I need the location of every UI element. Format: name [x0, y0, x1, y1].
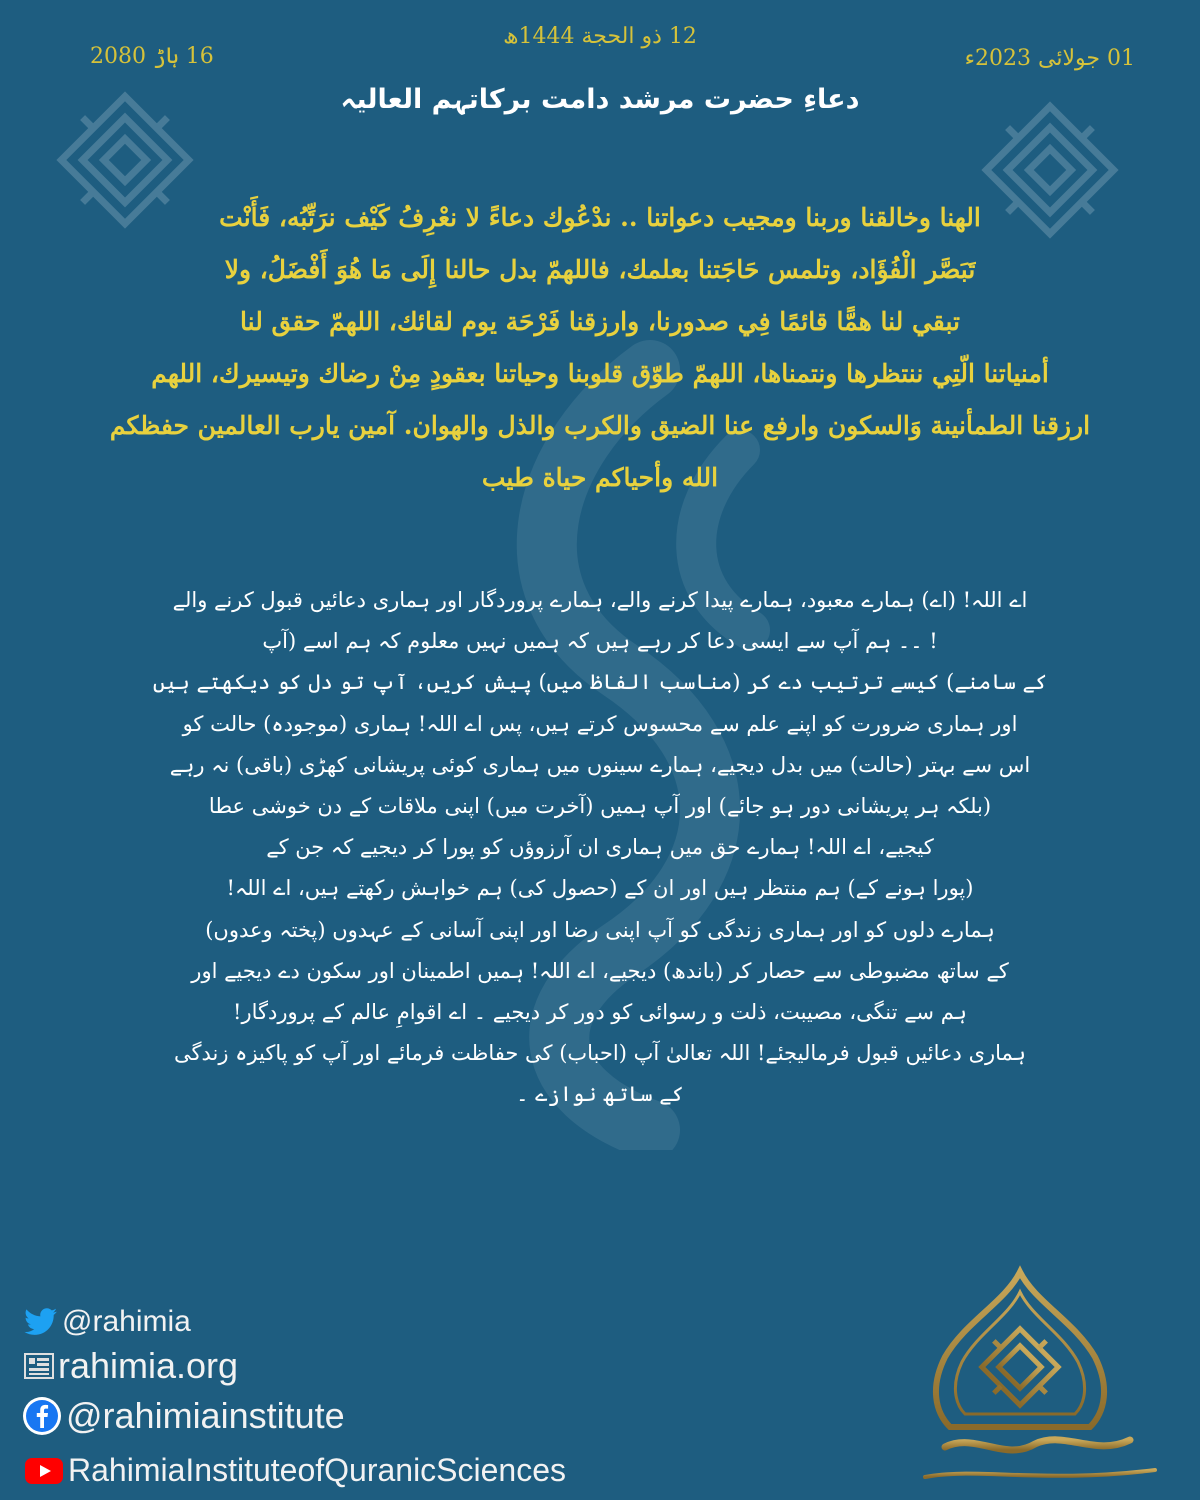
urdu-line: اس سے بہتر (حالت) میں بدل دیجیے، ہمارے سینوں میں ہماری کوئی پریشانی کھڑی (باقی) نہ رہے	[169, 752, 1031, 777]
facebook-link[interactable]	[22, 1395, 345, 1437]
urdu-line: ہم سے تنگی، مصیبت، ذلت و رسوائی کو دور کر دیجیے ۔ اے اقوامِ عالم کے پروردگار!	[233, 999, 967, 1024]
youtube-channel: RahimiaInstituteofQuranicSciences	[68, 1452, 567, 1488]
arabic-line: تبقي لنا همًّا قائمًا فِي صدورنا، وارزقنا فَرْحَة يوم لقائك، اللهمّ حقق لنا	[240, 307, 960, 336]
youtube-link[interactable]	[24, 1452, 566, 1489]
urdu-line: ! ۔۔ ہم آپ سے ایسی دعا کر رہے ہیں کہ ہمیں نہیں معلوم کہ ہم اسے (آپ	[262, 629, 938, 654]
website-url: rahimia.org	[58, 1345, 239, 1386]
date-hijri: 12 ذو الحجة 1444ھ	[503, 24, 697, 49]
date-bikrami: 16 ہاڑ 2080	[90, 44, 214, 69]
twitter-icon	[24, 1308, 58, 1336]
urdu-line: کے ساتھ نوازے ۔	[516, 1082, 684, 1107]
urdu-line: اور ہماری ضرورت کو اپنے علم سے محسوس کرتے ہیں، پس اے اللہ! ہماری (موجودہ) حالت کو	[182, 711, 1018, 736]
urdu-line: ہمارے دلوں کو اور ہماری زندگی کو آپ اپنی رضا اور اپنی آسانی کے عہدوں (پختہ وعدوں)	[205, 917, 995, 942]
facebook-icon	[22, 1396, 62, 1436]
facebook-handle: @rahimiainstitute	[66, 1395, 345, 1436]
urdu-line: (پورا ہونے کے) ہم منتظر ہیں اور ان کے (حصول کی) ہم خواہش رکھتے ہیں، اے اللہ!	[226, 876, 974, 901]
twitter-link[interactable]	[24, 1305, 191, 1339]
urdu-line: ہماری دعائیں قبول فرمالیجئے! اللہ تعالیٰ آپ (احباب) کی حفاظت فرمائے اور آپ کو پاکیزہ زندگی	[173, 1041, 1026, 1066]
website-link[interactable]	[24, 1345, 238, 1387]
page-title: دعاءِ حضرت مرشد دامت برکاتہم العالیہ	[340, 84, 860, 115]
urdu-line: کے ساتھ مضبوطی سے حصار کر (باندھ) دیجیے، اے اللہ! ہمیں اطمینان اور سکون دے دیجیے اور	[191, 958, 1009, 983]
urdu-line: اے اللہ! (اے) ہمارے معبود، ہمارے پیدا کرنے والے، ہمارے پروردگار اور ہماری دعائیں قبول کرنے والے	[172, 588, 1028, 612]
urdu-line: کیجیے، اے اللہ! ہمارے حق میں ہماری ان آرزوؤں کو پورا کر دیجیے کہ جن کے	[266, 835, 934, 860]
arabic-line: الله وأحياكم حياة طيب	[481, 463, 719, 492]
date-gregorian: 01 جولائی 2023ء	[964, 46, 1135, 71]
twitter-handle: @rahimia	[62, 1305, 191, 1338]
institute-logo	[905, 1262, 1185, 1492]
website-icon	[24, 1353, 54, 1379]
arabic-dua	[95, 192, 1105, 504]
urdu-line: (بلکہ ہر پریشانی دور ہو جائے) اور آپ ہمیں (آخرت میں) اپنی ملاقات کے دن خوشی عطا	[208, 793, 992, 818]
arabic-line: ارزقنا الطمأنينة وَالسكون وارفع عنا الضيق والكرب والذل والهوان. آمين يارب العالمين حفظكم	[109, 411, 1091, 440]
arabic-line: أمنياتنا الّتِي ننتظرها ونتمناها، اللهمّ طوّق قلوبنا وحياتنا بعقودٍ مِنْ رضاك وتيسيرك، اللهم	[151, 359, 1049, 388]
arabic-line: تَبَصَّر الْفُؤَاد، وتلمس حَاجَتنا بعلمك، فاللهمّ بدل حالنا إِلَى مَا هُوَ أَفْضَلُ، ولا	[224, 255, 976, 284]
youtube-icon	[24, 1457, 64, 1485]
urdu-translation	[120, 580, 1080, 1115]
urdu-line: کے سامنے) کیسے ترتیب دے کر (مناسب الفاظ میں) پیش کریں، آپ تو دل کو دیکھتے ہیں	[152, 670, 1048, 695]
arabic-line: الهنا وخالقنا وربنا ومجيب دعواتنا .. ندْعُوك دعاءً لا نعْرِفُ كَيْف نرَتِّبُه، فَأَنْت	[219, 203, 981, 232]
